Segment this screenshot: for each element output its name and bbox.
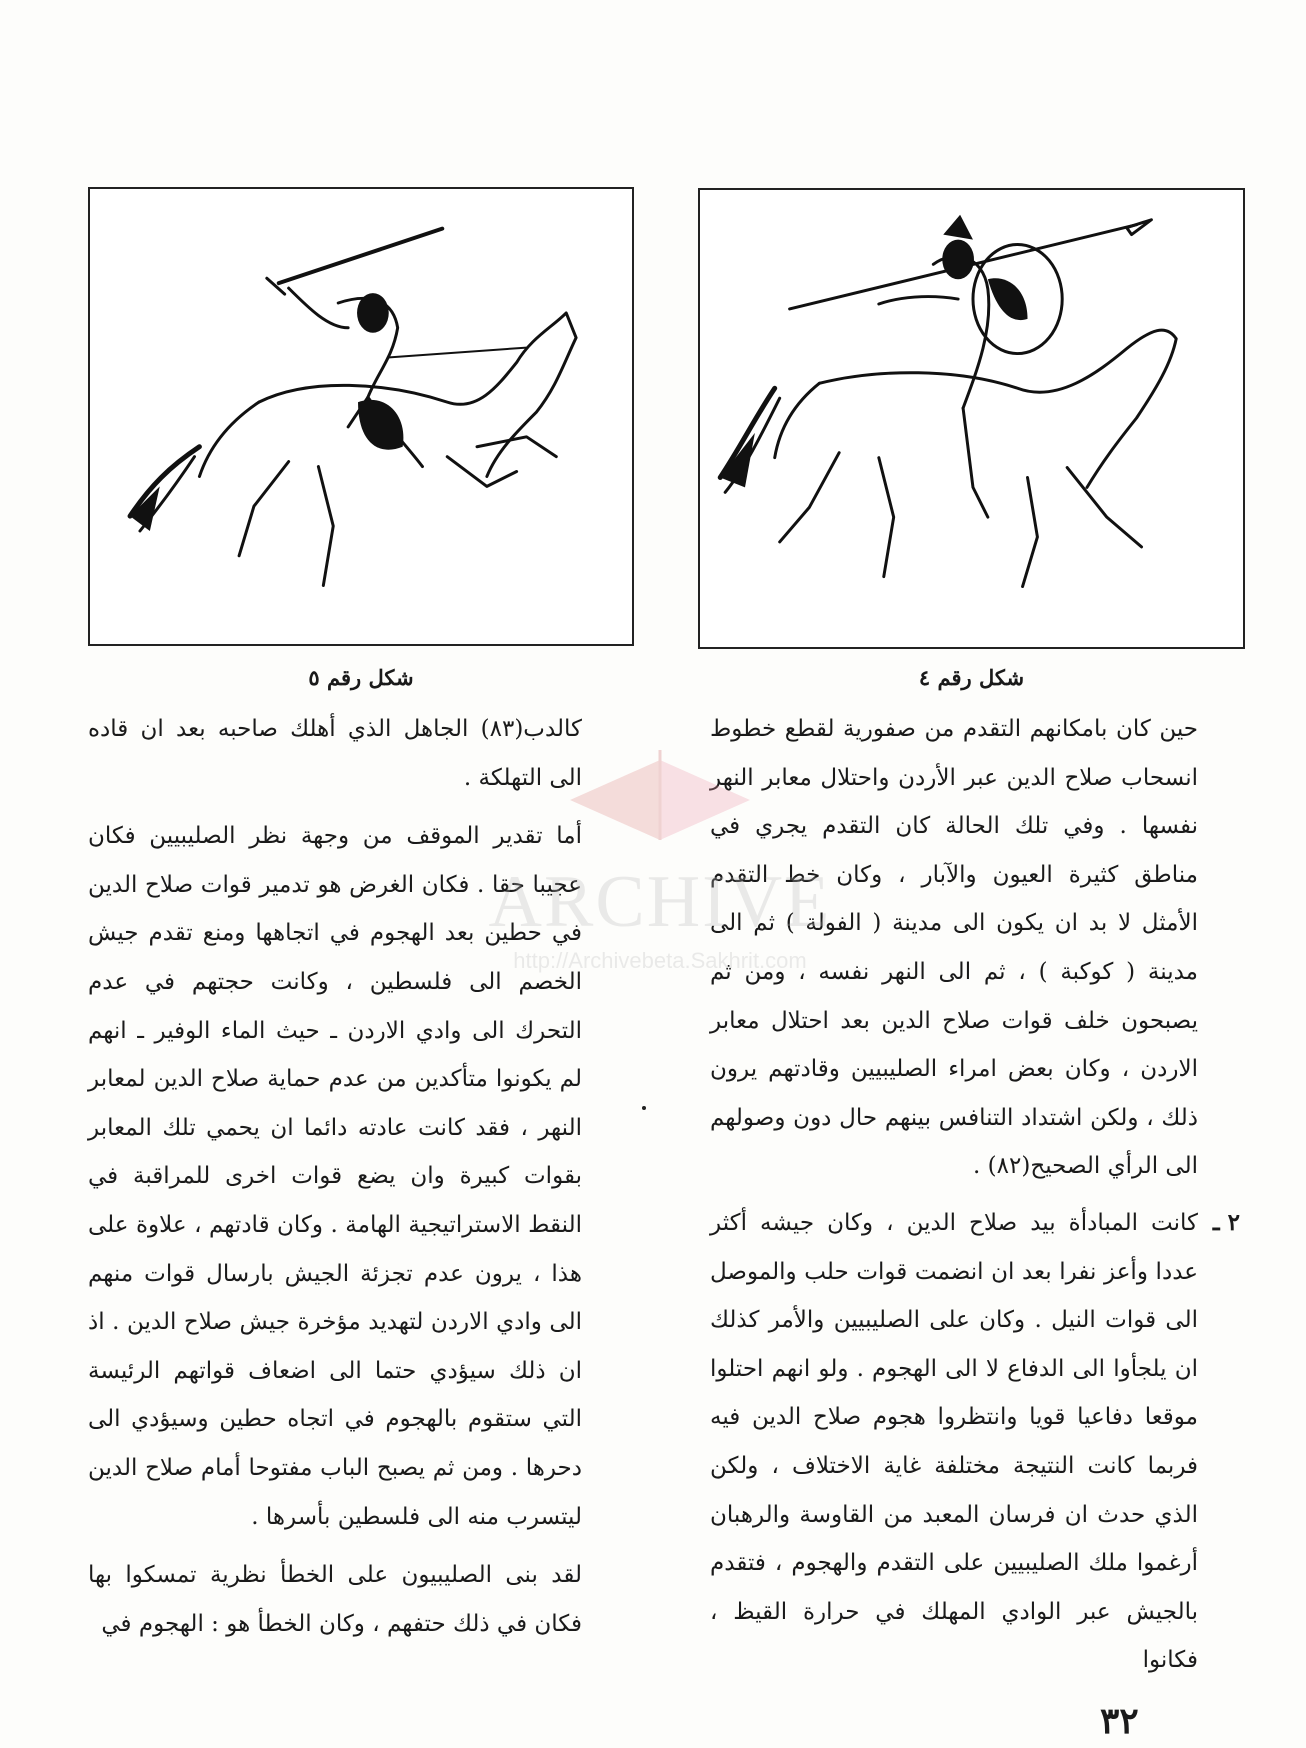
figure-5-box — [88, 187, 634, 646]
item-number: ٢ ـ — [1212, 1208, 1240, 1236]
mounted-swordsman-illustration — [90, 189, 632, 644]
left-paragraph-3: لقد بنى الصليبيون على الخطأ نظرية تمسكوا بها فكان في ذلك حتفهم ، وكان الخطأ هو : الهجوم في — [88, 1562, 582, 1637]
figure-4-box — [698, 188, 1245, 649]
page-number: ٣٢ — [1100, 1700, 1139, 1742]
right-paragraph-2: كانت المبادأة بيد صلاح الدين ، وكان جيشه أكثر عددا وأعز نفرا بعد ان انضمت قوات حلب والموصل الى قوات النيل . وكان على الصليبيين والأمر كذلك ان يلجأوا الى الدفاع لا الى الهجوم . ولو انهم احتلوا موقعا دفاعيا قويا وانتظروا هجوم صلاح الدين فيه فربما كانت النتيجة مختلفة غاية الاختلاف ، ولكن الذي حدث ان فرسان المعبد من القاوسة والرهبان أرغموا ملك الصليبيين على التقدم والهجوم ، فتقدم بالجيش عبر الوادي المهلك في حرارة القيظ ، فكانوا — [710, 1209, 1198, 1674]
figure-4-caption: شكل رقم ٤ — [918, 665, 1025, 690]
figure-5-caption: شكل رقم ٥ — [308, 665, 414, 690]
left-text-column — [88, 705, 582, 1648]
left-paragraph-2: أما تقدير الموقف من وجهة نظر الصليبيين فكان عجيبا حقا . فكان الغرض هو تدمير قوات صلاح الدين في حطين بعد الهجوم في اتجاهها ومنع تقدم جيش الخصم الى فلسطين ، وكانت حجتهم في عدم التحرك الى وادي الاردن ـ حيث الماء الوفير ـ انهم لم يكونوا متأكدين من عدم حماية صلاح الدين لمعابر النهر ، فقد كانت عادته دائما ان يحمي تلك المعابر بقوات كبيرة وان يضع قوات اخرى للمراقبة في النقط الاستراتيجية الهامة . وكان قادتهم ، علاوة على هذا ، يرون عدم تجزئة الجيش بارسال قوات منهم الى وادي الاردن لتهديد مؤخرة جيش صلاح الدين . اذ ان ذلك سيؤدي حتما الى اضعاف قواتهم الرئيسة التي ستقوم بالهجوم في اتجاه حطين وسيؤدي الى دحرها . ومن ثم يصبح الباب مفتوحا أمام صلاح الدين ليتسرب منه الى فلسطين بأسرها . — [88, 823, 582, 1530]
margin-dot-mark — [642, 1106, 646, 1110]
watermark-word: ARCHIVE — [488, 861, 832, 943]
right-paragraph-1: حين كان بامكانهم التقدم من صفورية لقطع خطوط انسحاب صلاح الدين عبر الأردن واحتلال معابر النهر نفسها . وفي تلك الحالة كان التقدم يجري في مناطق كثيرة العيون والآبار ، وكان خط التقدم الأمثل لا بد ان يكون الى مدينة ( الفولة ) ثم الى مدينة ( كوكبة ) ، ثم الى النهر نفسه ، ومن ثم يصبحون خلف قوات صلاح الدين بعد احتلال معابر الاردن ، وكان بعض امراء الصليبيين وقادتهم يرون ذلك ، ولكن اشتداد التنافس بينهم حال دون وصولهم الى الرأي الصحيح(٨٢) . — [710, 716, 1198, 1180]
numbered-item-2 — [710, 1199, 1240, 1685]
watermark-url: http://Archivebeta.Sakhrit.com — [513, 948, 807, 973]
mounted-lancer-illustration — [700, 190, 1243, 647]
right-text-column — [710, 705, 1240, 1685]
left-paragraph-1: كالدب(٨٣) الجاهل الذي أهلك صاحبه بعد ان قاده الى التهلكة . — [88, 716, 582, 791]
